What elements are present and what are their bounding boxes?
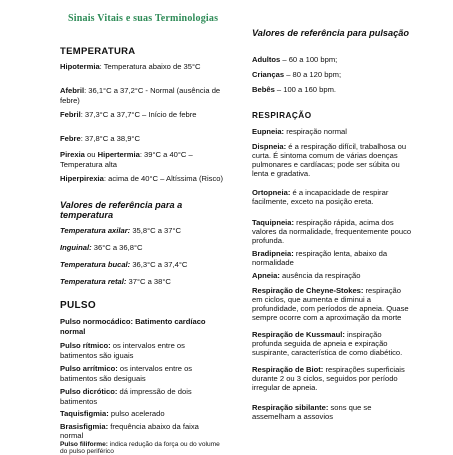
taquisfigmia-entry — [60, 409, 220, 419]
retal-entry — [60, 277, 230, 287]
dicrotico-def: dá impressão de dois batimentos — [60, 387, 192, 406]
temp-ref-heading: Valores de referência para a temperatura — [60, 200, 183, 220]
sibilante-term: Respiração sibilante: — [252, 403, 329, 412]
inguinal-val: 36°C a 36,8°C — [91, 243, 143, 252]
page-title: Sinais Vitais e suas Terminologias — [68, 13, 219, 24]
kussmaul-def: inspiração profunda seguida de apneia e expiração suspirante, característica de como diabético. — [252, 330, 403, 357]
arritmico-entry — [60, 364, 220, 384]
eupneia-entry — [252, 127, 412, 137]
febril-term: Febril — [60, 110, 81, 119]
pirexia-def: : 39°C a 40°C – Temperatura alta — [60, 150, 193, 169]
taquipneia-term: Taquipneia: — [252, 218, 295, 227]
apneia-entry — [252, 271, 412, 281]
retal-val: 37°C a 38°C — [126, 277, 171, 286]
hiperpirexia-term: Hiperpirexia — [60, 174, 104, 183]
adultos-val: – 60 a 100 bpm; — [280, 55, 338, 64]
pirexia-or: ou — [84, 150, 98, 159]
bebes-entry — [252, 85, 412, 95]
febre-entry — [60, 134, 225, 144]
bradipneia-entry — [252, 249, 412, 267]
febre-term: Febre — [60, 134, 81, 143]
normocardico-entry: Pulso normocádico: Batimento cardíaco normal — [60, 317, 206, 336]
cheyne-term: Respiração de Cheyne-Stokes: — [252, 286, 364, 295]
hipotermia-def: : Temperatura abaixo de 35°C — [99, 62, 201, 71]
hipotermia-term: Hipotermia — [60, 62, 100, 71]
brasisfigmia-entry — [60, 423, 220, 441]
hipertermia-term: Hipertermia — [97, 150, 140, 159]
kussmaul-entry — [252, 331, 412, 358]
dispneia-def: é a respiração difícil, trabalhosa ou curta. É sintoma comum de várias doenças pulmonares e cardíacas; pode ser súbita ou lenta e gradativa. — [252, 142, 407, 178]
axilar-entry — [60, 226, 230, 236]
brasisfigmia-term: Brasisfigmia: — [60, 422, 109, 431]
axilar-val: 35,8°C a 37°C — [130, 226, 182, 235]
apneia-def: ausência da respiração — [279, 271, 361, 280]
criancas-entry — [252, 70, 412, 80]
ortopneia-term: Ortopneia: — [252, 188, 291, 197]
ortopneia-entry — [252, 188, 412, 206]
hiperpirexia-def: : acima de 40°C – Altíssima (Risco) — [103, 174, 223, 183]
afebril-def: : 36,1°C a 37,2°C - Normal (ausência de febre) — [60, 86, 221, 105]
bebes-val: – 100 a 160 bpm. — [274, 85, 337, 94]
ritmico-entry — [60, 341, 220, 361]
dicrotico-entry — [60, 387, 220, 407]
axilar-term: Temperatura axilar: — [60, 226, 131, 235]
sibilante-def: sons que se assemelham a assovios — [252, 403, 372, 422]
apneia-term: Apneia: — [252, 271, 280, 280]
arritmico-def: os intervalos entre os batimentos são desiguais — [60, 364, 193, 383]
arritmico-term: Pulso arrítmico: — [60, 364, 118, 373]
bucal-entry — [60, 260, 230, 270]
febre-def: : 37,8°C a 38,9°C — [80, 134, 140, 143]
ritmico-def: os intervalos entre os batimentos são iguais — [60, 341, 185, 360]
pirexia-term: Pirexia — [60, 150, 85, 159]
adultos-entry — [252, 55, 412, 65]
taquipneia-entry — [252, 218, 412, 246]
bebes-term: Bebês — [252, 85, 275, 94]
ritmico-term: Pulso rítmico: — [60, 341, 111, 350]
brasisfigmia-def: frequência abaixo da faixa normal — [60, 422, 199, 440]
febril-def: : 37,3°C a 37,7°C – Início de febre — [80, 110, 197, 119]
hipotermia-entry — [60, 62, 225, 72]
temperatura-heading: TEMPERATURA — [60, 46, 136, 57]
criancas-val: – 80 a 120 bpm; — [284, 70, 342, 79]
ortopneia-def: é a incapacidade de respirar facilmente, exceto na posição ereta. — [252, 188, 389, 207]
eupneia-term: Eupneia: — [252, 127, 285, 136]
dispneia-term: Dispneia: — [252, 142, 287, 151]
retal-term: Temperatura retal: — [60, 277, 127, 286]
cheyne-def: respiração em ciclos, que aumenta e diminui a profundidade, com períodos de apneia. Quase sempre ocorre com a aproximação da morte — [252, 286, 409, 322]
biot-def: respirações superficiais durante 2 ou 3 ciclos, seguidos por período irregular de apneia. — [252, 365, 405, 392]
cheyne-entry — [252, 287, 412, 323]
afebril-entry — [60, 86, 225, 106]
bradipneia-def: respiração lenta, abaixo da normalidade — [252, 249, 388, 268]
criancas-term: Crianças — [252, 70, 285, 79]
eupneia-def: respiração normal — [284, 127, 347, 136]
filiforme-term: Pulso filiforme: — [60, 441, 108, 448]
bradipneia-term: Bradipneia: — [252, 249, 294, 258]
respiracao-heading: RESPIRAÇÃO — [252, 111, 312, 120]
bucal-val: 36,3°C a 37,4°C — [130, 260, 188, 269]
inguinal-term: Inguinal: — [60, 243, 92, 252]
bucal-term: Temperatura bucal: — [60, 260, 131, 269]
afebril-term: Afebril — [60, 86, 85, 95]
filiforme-def: indica redução da força ou do volume do pulso periférico — [60, 441, 220, 455]
taquipneia-def: respiração rápida, acima dos valores da normalidade, frequentemente pouco profunda. — [252, 218, 412, 246]
taquisfigmia-def: pulso acelerado — [108, 409, 165, 418]
taquisfigmia-term: Taquisfigmia: — [60, 409, 109, 418]
pirexia-entry — [60, 150, 225, 170]
dispneia-entry — [252, 143, 417, 179]
kussmaul-term: Respiração de Kussmaul: — [252, 330, 345, 339]
biot-term: Respiração de Biot: — [252, 365, 324, 374]
adultos-term: Adultos — [252, 55, 281, 64]
dicrotico-term: Pulso dicrótico: — [60, 387, 118, 396]
hiperpirexia-entry — [60, 174, 225, 184]
inguinal-entry — [60, 243, 230, 253]
febril-entry — [60, 110, 225, 120]
sibilante-entry — [252, 403, 412, 421]
pulso-ref-heading: Valores de referência para pulsação — [252, 28, 409, 38]
biot-entry — [252, 366, 412, 393]
pulso-heading: PULSO — [60, 300, 96, 311]
